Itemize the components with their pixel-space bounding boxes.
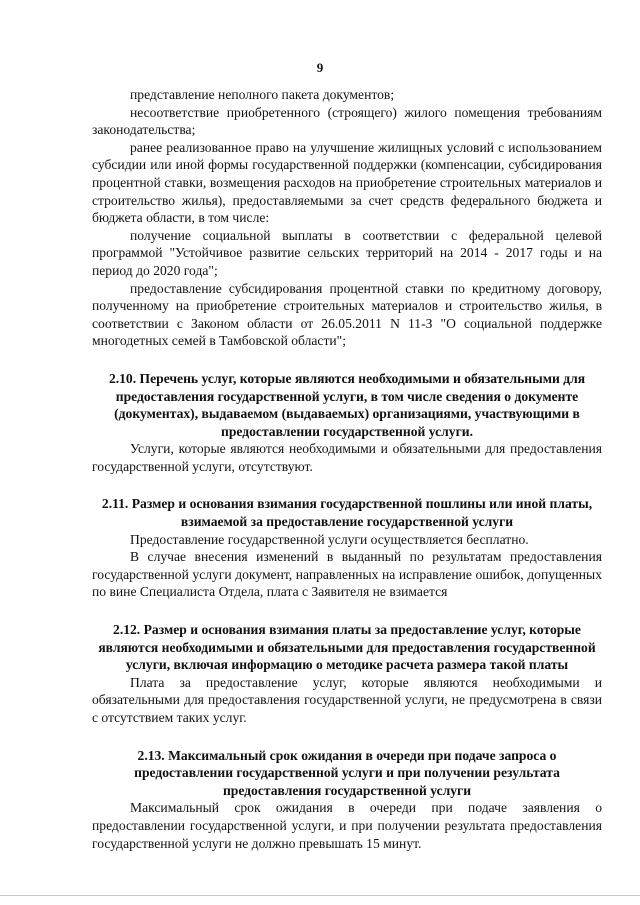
page-content bbox=[92, 86, 602, 852]
section-heading: 2.11. Размер и основания взимания государственной пошлины или иной платы, взимаемой за предоставление государственной услуги bbox=[101, 496, 593, 530]
section-paragraph: Услуги, которые являются необходимыми и обязательными для предоставления государственной услуги, отсутствуют. bbox=[92, 441, 602, 474]
list-item: предоставление субсидирования процентной ставки по кредитному договору, полученному на приобретение строительных материалов и строительство жилья, в соответствии с Законом области от 26.05.2011 N 11-З "О социальной поддержке многодетных семей в Тамбовской области"; bbox=[92, 280, 602, 349]
section-paragraph: Плата за предоставление услуг, которые являются необходимыми и обязательными для предоставления государственной услуги, не предусмотрена в связи с отсутствием таких услуг. bbox=[92, 674, 602, 725]
section-heading: 2.12. Размер и основания взимания платы за предоставление услуг, которые являются необходимыми и обязательными для предоставления государственной услуги, включая информацию о методике расчета размера такой платы bbox=[98, 622, 596, 673]
list-item: получение социальной выплаты в соответствии с федеральной целевой программой "Устойчивое развитие сельских территорий на 2014 - 2017 годы и на период до 2020 года"; bbox=[92, 227, 602, 278]
list-item: ранее реализованное право на улучшение жилищных условий с использованием субсидии или иной формы государственной поддержки (компенсации, субсидирования процентной ставки, возмещения расходов на приобретение строительных материалов и строительство жилья), предоставляемыми за счет средств федерального бюджета и бюджета области, в том числе: bbox=[92, 139, 602, 226]
section-heading: 2.13. Максимальный срок ожидания в очереди при подаче запроса о предоставлении государственной услуги и при получении результата предоставления государственной услуги bbox=[134, 747, 560, 798]
list-item: представление неполного пакета документов; bbox=[130, 87, 395, 102]
list-item: несоответствие приобретенного (строящего) жилого помещения требованиям законодательства; bbox=[92, 104, 602, 138]
page-number: 9 bbox=[316, 60, 324, 75]
section-paragraph: В случае внесения изменений в выданный по результатам предоставления государственной услуги документ, направленных на исправление ошибок, допущенных по вине Специалиста Отдела, плата с Заявителя не взимается bbox=[92, 549, 602, 600]
section-paragraph: Максимальный срок ожидания в очереди при подаче заявления о предоставлении государственной услуги, и при получении результата предоставления государственной услуги не должно превышать 15 минут. bbox=[92, 800, 602, 851]
scan-edge-line bbox=[0, 895, 640, 896]
section-heading: 2.10. Перечень услуг, которые являются необходимыми и обязательными для предоставления государственной услуги, в том числе сведения о документе (документах), выдаваемом (выдаваемых) организациями, участвующими в предоставлении государственной услуги. bbox=[108, 370, 586, 439]
section-paragraph: Предоставление государственной услуги осуществляется бесплатно. bbox=[130, 531, 529, 547]
